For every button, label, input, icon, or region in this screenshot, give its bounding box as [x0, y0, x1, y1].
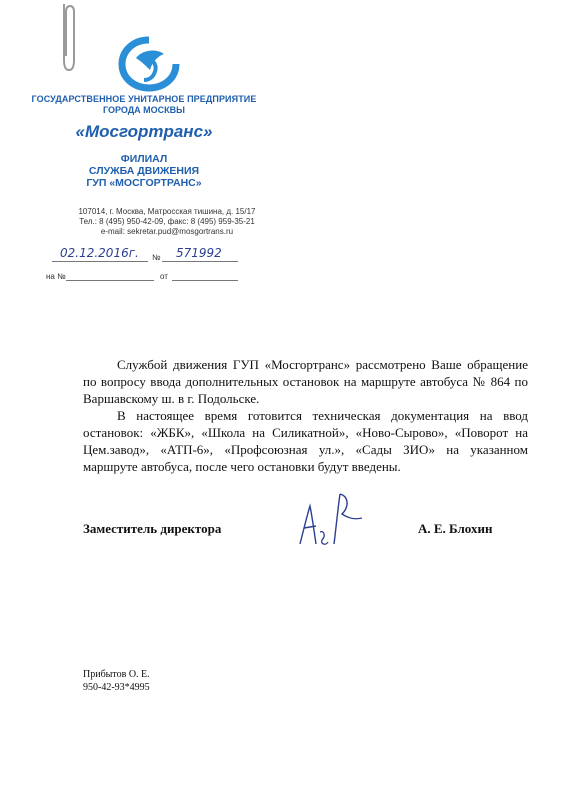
number-line: [162, 261, 238, 262]
letter-body: [83, 356, 528, 475]
branch-line1: ФИЛИАЛ: [120, 153, 168, 165]
signatory-position: Заместитель директора: [83, 521, 222, 536]
signatory-name: А. Е. Блохин: [418, 521, 493, 536]
mosgortrans-logo-icon: [118, 36, 180, 92]
from-label: от: [160, 272, 168, 281]
paperclip-icon: [56, 0, 82, 78]
address: 107014, г. Москва, Матросская тишина, д. 15/17: [78, 207, 256, 216]
body-paragraph-2: В настоящее время готовится техническая документация на ввод остановок: «ЖБК», «Школа на Силикатной», «Ново-Сырово», «Поворот на Цем.завод», «АТП-6», «Профсоюзная ул.», «Сады ЗИО» на указанном маршруте автобуса, после чего остановки будут введены.: [83, 408, 528, 474]
handwritten-signature: [296, 488, 366, 550]
registration-number: 571992: [176, 246, 222, 260]
executor-phone: 950-42-93*4995: [83, 682, 150, 693]
brand-name: «Мосгортранс»: [75, 122, 213, 141]
date-line: [52, 261, 148, 262]
branch-line2: СЛУЖБА ДВИЖЕНИЯ: [88, 165, 200, 177]
organization-name-line2: ГОРОДА МОСКВЫ: [103, 105, 185, 115]
phone-fax: Тел.: 8 (495) 950-42-09, факс: 8 (495) 959-35-21: [79, 217, 255, 226]
organization-name-line1: ГОСУДАРСТВЕННОЕ УНИТАРНОЕ ПРЕДПРИЯТИЕ: [31, 94, 257, 104]
executor-name: Прибытов О. Е.: [83, 669, 150, 680]
from-line: [172, 280, 238, 281]
reference-label: на №: [46, 272, 66, 281]
registration-date: 02.12.2016г.: [60, 246, 139, 260]
reference-line: [66, 280, 154, 281]
email: e-mail: sekretar.pud@mosgortrans.ru: [100, 227, 234, 236]
branch-name: [0, 153, 288, 189]
body-paragraph-1: Службой движения ГУП «Мосгортранс» рассмотрено Ваше обращение по вопросу ввода дополнительных остановок на маршруте автобуса № 864 по Варшавскому ш. в г. Подольске.: [83, 357, 528, 406]
branch-line3: ГУП «МОСГОРТРАНС»: [86, 177, 202, 189]
number-label: №: [152, 253, 161, 262]
